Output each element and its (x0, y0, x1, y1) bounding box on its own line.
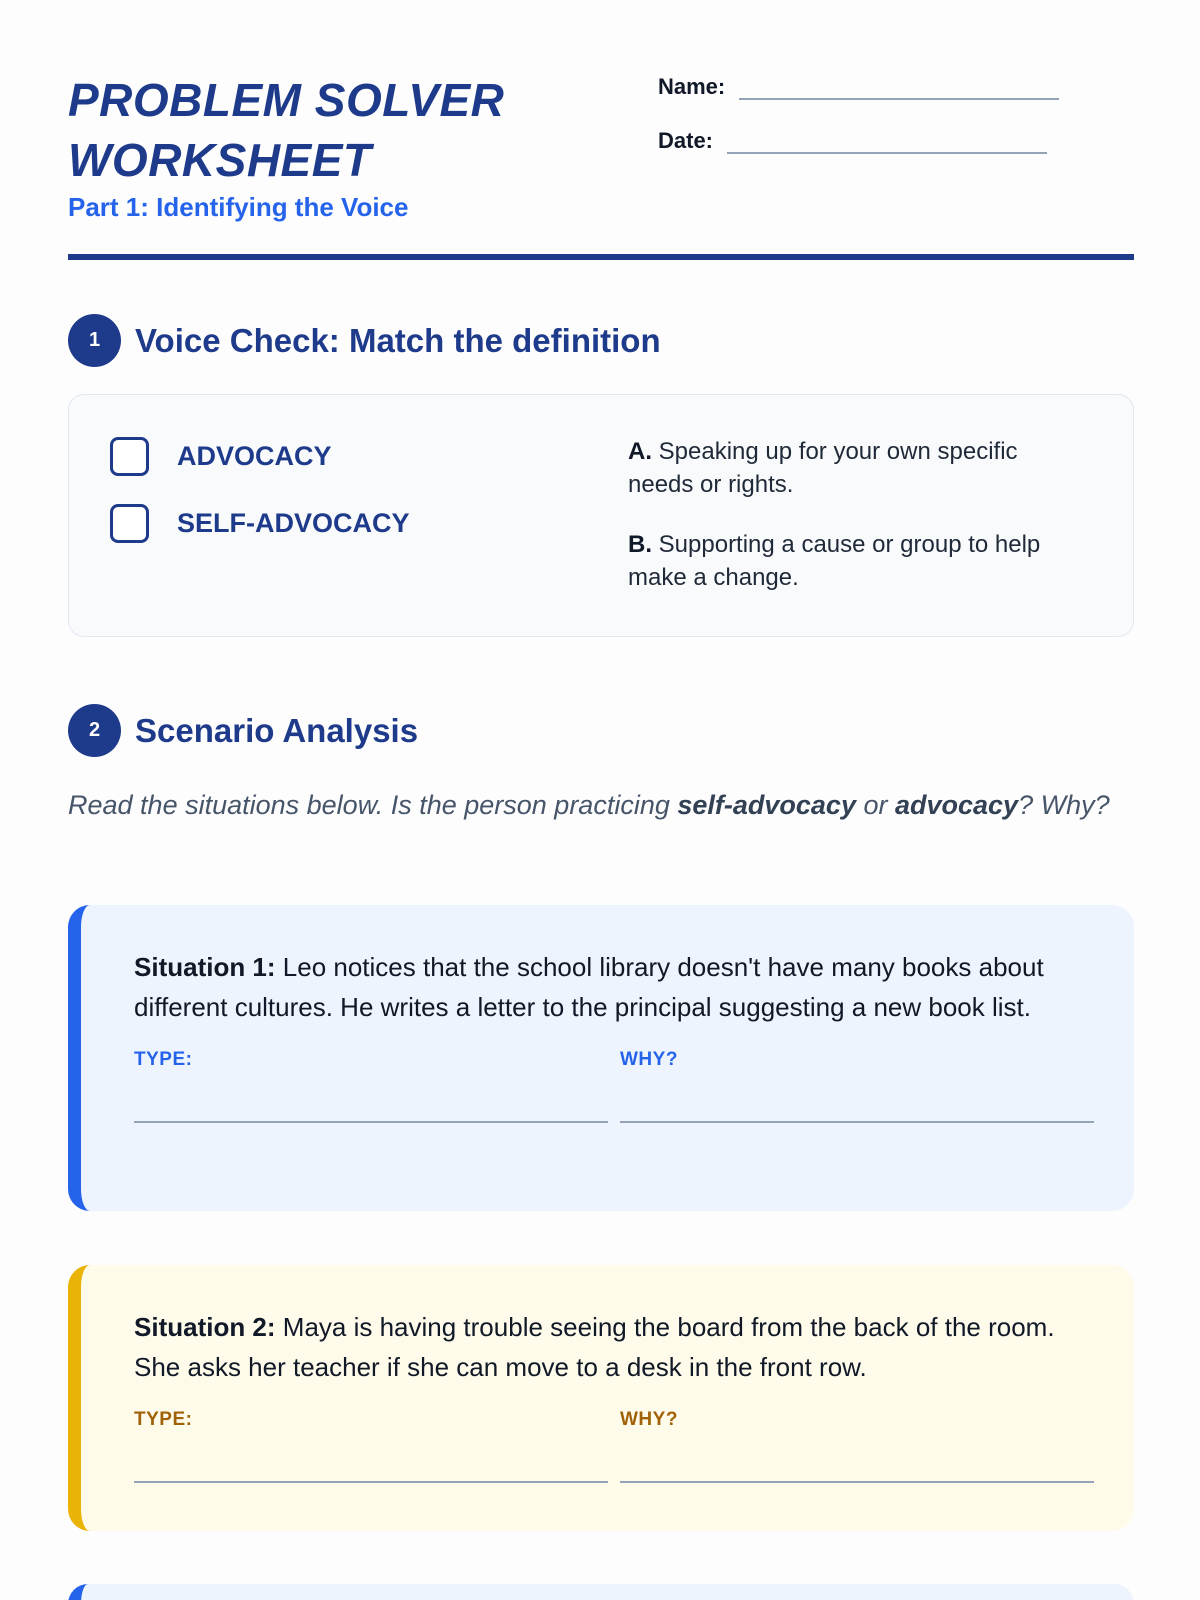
why-input-line[interactable] (620, 1431, 1094, 1483)
definition-key: A. (628, 438, 652, 465)
situation-body: Maya is having trouble seeing the board from the back of the room. She asks her teacher if she can move to a desk in the front row. (134, 1312, 1055, 1382)
instructions-text: Read the situations below. Is the person practicing (68, 790, 678, 820)
title-line-2: WORKSHEET (68, 134, 372, 186)
term-advocacy (110, 437, 332, 476)
worksheet-subtitle: Part 1: Identifying the Voice (68, 192, 409, 222)
date-input-line[interactable] (727, 126, 1047, 154)
matching-box (68, 394, 1134, 637)
situation-text (134, 947, 1094, 1027)
type-input-line[interactable] (134, 1431, 608, 1483)
type-input-line[interactable] (134, 1071, 608, 1123)
instructions (68, 785, 1138, 825)
why-label: WHY? (620, 1409, 678, 1430)
situation-card-1 (68, 905, 1134, 1211)
type-label: TYPE: (134, 1049, 193, 1070)
term-self-advocacy-emphasis: self-advocacy (677, 790, 856, 820)
type-label: TYPE: (134, 1409, 193, 1430)
definition-text: Supporting a cause or group to help make a change. (628, 531, 1041, 591)
section-2-heading (68, 704, 418, 757)
why-input-line[interactable] (620, 1071, 1094, 1123)
name-field (658, 72, 1059, 100)
title-line-1: PROBLEM SOLVER (68, 74, 505, 126)
situation-label: Situation 1: (134, 952, 276, 982)
definition-key: B. (628, 531, 652, 558)
type-answer (134, 1049, 608, 1123)
date-label: Date: (658, 128, 714, 153)
situation-card-2 (68, 1265, 1134, 1531)
section-1-heading (68, 314, 661, 367)
why-label: WHY? (620, 1049, 678, 1070)
instructions-text: ? Why? (1018, 790, 1110, 820)
term-label: ADVOCACY (177, 441, 332, 471)
definition-a (628, 435, 1088, 501)
situation-body: Leo notices that the school library doesn't have many books about different cultures. He writes a letter to the principal suggesting a new book list. (134, 952, 1044, 1022)
definition-b (628, 528, 1088, 594)
definition-text: Speaking up for your own specific needs or rights. (628, 438, 1018, 498)
term-self-advocacy (110, 504, 410, 543)
type-answer (134, 1409, 608, 1483)
answer-row (134, 1409, 1094, 1483)
instructions-text: or (855, 790, 895, 820)
name-label: Name: (658, 74, 726, 99)
term-label: SELF-ADVOCACY (177, 508, 410, 538)
why-answer (620, 1049, 1094, 1123)
section-1-title: Voice Check: Match the definition (135, 321, 661, 359)
date-field (658, 126, 1047, 154)
section-2-title: Scenario Analysis (135, 711, 419, 749)
situation-label: Situation 2: (134, 1312, 276, 1342)
situation-card-3-partial (68, 1584, 1134, 1600)
name-input-line[interactable] (739, 72, 1059, 100)
self-advocacy-checkbox[interactable] (110, 504, 149, 543)
section-2-number: 2 (68, 704, 121, 757)
section-1-number: 1 (68, 314, 121, 367)
why-answer (620, 1409, 1094, 1483)
situation-text (134, 1307, 1094, 1387)
answer-row (134, 1049, 1094, 1123)
advocacy-checkbox[interactable] (110, 437, 149, 476)
term-advocacy-emphasis: advocacy (894, 790, 1019, 820)
